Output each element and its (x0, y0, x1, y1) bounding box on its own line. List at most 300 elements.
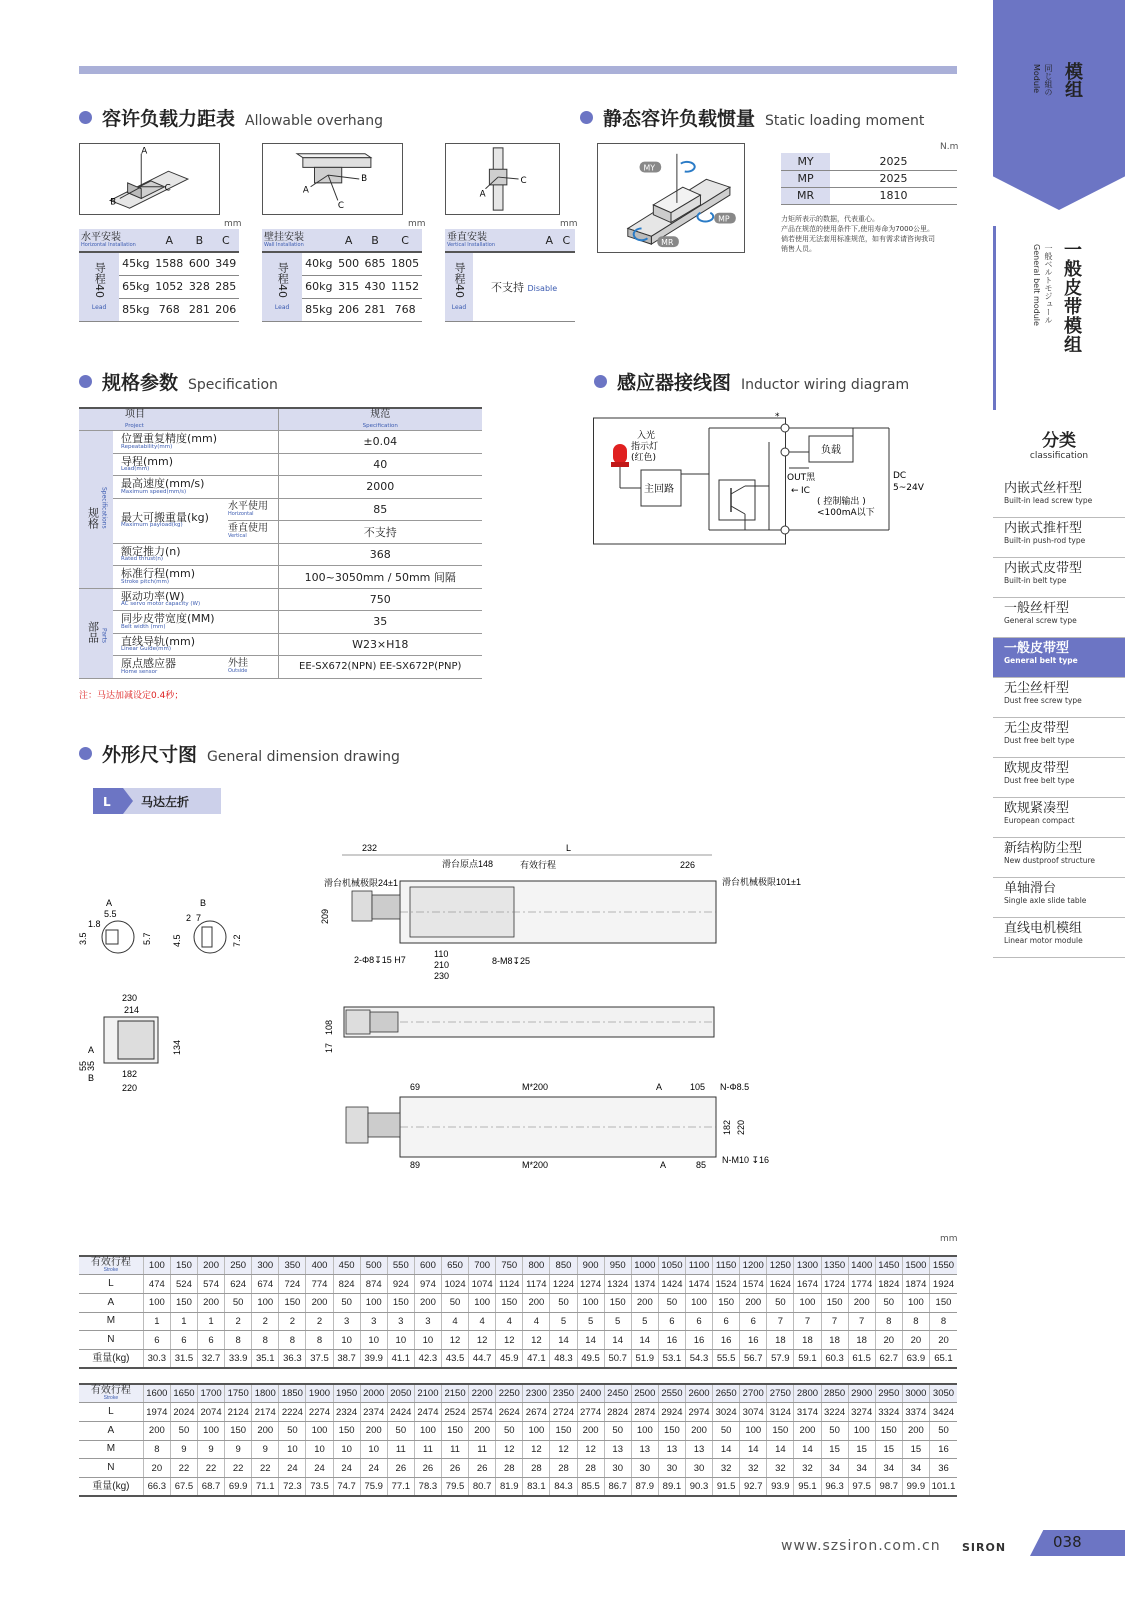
table-cell: 3 (333, 1312, 360, 1331)
table-cell: 7 (767, 1312, 794, 1331)
table-cell: 2700 (740, 1384, 767, 1403)
table-cell: 2250 (496, 1384, 523, 1403)
table-cell: 18 (767, 1331, 794, 1350)
table-cell: 50 (875, 1293, 902, 1312)
end-dim-230: 230 (122, 993, 138, 1003)
table-cell: 6 (685, 1312, 712, 1331)
table-row (79, 1440, 957, 1459)
spec-name-en: Home sensor (121, 668, 158, 675)
table-cell: 1650 (170, 1384, 197, 1403)
table-cell: 500 (335, 252, 361, 275)
thread-spec: 8-M8↧25 (492, 956, 531, 966)
table-cell: 32 (740, 1459, 767, 1478)
row-header-l: L (79, 1275, 143, 1294)
table-cell: 650 (441, 1256, 468, 1275)
brand-logo: SIRON (962, 1541, 1007, 1554)
label-a: A (141, 146, 148, 157)
table-cell: 97.5 (848, 1477, 875, 1496)
table-cell: 93.9 (767, 1477, 794, 1496)
spec-head-item-en: Project (125, 422, 144, 429)
table-cell: 1400 (848, 1256, 875, 1275)
table-cell: 32 (713, 1459, 740, 1478)
spec-name-en: Rated thrust(n) (121, 556, 164, 563)
table-cell: 26 (387, 1459, 414, 1478)
sidebar-item-new-dustproof[interactable] (993, 838, 1125, 878)
hole-count-spec: N-Φ8.5 (720, 1082, 750, 1092)
table-cell: 12 (577, 1440, 604, 1459)
spec-sub-en: Horizontal (228, 510, 254, 517)
sidebar-top-en: Module (1032, 64, 1041, 94)
table-cell: 150 (929, 1293, 957, 1312)
dim-4-5: 4.5 (172, 934, 182, 947)
spec-name-en: Stroke pitch(mm) (121, 578, 169, 585)
table-cell: 150 (496, 1293, 523, 1312)
table-cell: 15 (902, 1440, 929, 1459)
load-label: 负载 (821, 445, 841, 456)
sidebar-top-jp: 同じ組の (1044, 64, 1053, 96)
table-cell: 83.1 (523, 1477, 550, 1496)
col-a: A (152, 229, 186, 252)
load-cell: 65kg (119, 275, 152, 298)
table-cell: 5 (577, 1312, 604, 1331)
col-c: C (388, 229, 422, 252)
table-cell: 6 (658, 1312, 685, 1331)
table-cell: 1324 (604, 1275, 631, 1294)
dim-230: 230 (434, 971, 450, 981)
table-cell: 250 (225, 1256, 252, 1275)
lamp-label: 入光 (637, 431, 656, 441)
sidebar-item-label: 无尘皮带型 (1004, 721, 1070, 736)
dim-table-unit: mm (940, 1234, 958, 1244)
table-cell: 24 (306, 1459, 333, 1478)
table-cell: 77.1 (387, 1477, 414, 1496)
table-cell: 50 (713, 1421, 740, 1440)
table-cell: 2474 (414, 1403, 441, 1422)
table-cell: 600 (414, 1256, 441, 1275)
table-cell: 8 (143, 1440, 170, 1459)
table-cell: 98.7 (875, 1477, 902, 1496)
sidebar-item-builtin-lead-screw[interactable] (993, 478, 1125, 518)
spec-head-spec-en: Specification (362, 422, 398, 429)
motor-fold-badge (93, 786, 223, 816)
table-cell: 37.5 (306, 1349, 333, 1368)
row-header-n: N (79, 1459, 143, 1478)
table-cell: 200 (414, 1293, 441, 1312)
table-row (79, 1349, 957, 1368)
sidebar-item-sublabel: Built-in belt type (1004, 575, 1067, 585)
table-cell: 59.1 (794, 1349, 821, 1368)
sidebar-class-title: 分类 (1042, 431, 1076, 451)
control-label: ( 控制输出 ) (817, 497, 866, 507)
table-cell: 100 (685, 1293, 712, 1312)
table-cell: 53.1 (658, 1349, 685, 1368)
table-cell: 34 (821, 1459, 848, 1478)
table-row (79, 1293, 957, 1312)
table-cell: 50 (550, 1293, 577, 1312)
table-cell: 68.7 (198, 1477, 225, 1496)
table-cell: 1050 (658, 1256, 685, 1275)
spec-name: 导程(mm) (121, 454, 174, 468)
dim-209: 209 (320, 908, 330, 924)
table-cell: 28 (496, 1459, 523, 1478)
table-cell: 2824 (604, 1403, 631, 1422)
table-cell: 2350 (550, 1384, 577, 1403)
sidebar-class-subtitle: classification (1029, 451, 1089, 461)
table-cell: 900 (577, 1256, 604, 1275)
table-cell: 16 (685, 1331, 712, 1350)
svg-text:B: B (361, 173, 368, 184)
table-cell: 300 (252, 1256, 279, 1275)
sidebar-top-title: 模组 (1062, 62, 1083, 98)
table-cell: 42.3 (414, 1349, 441, 1368)
table-cell: 26 (441, 1459, 468, 1478)
table-cell: 2100 (414, 1384, 441, 1403)
table-cell: 850 (550, 1256, 577, 1275)
spec-value: 100~3050mm / 50mm 间隔 (278, 566, 482, 589)
table-cell: 81.9 (496, 1477, 523, 1496)
limit-left-label: 滑台机械极限24±1 (324, 878, 398, 888)
table-cell: 924 (387, 1275, 414, 1294)
load-cell: 85kg (119, 298, 152, 321)
table-cell: 1624 (767, 1275, 794, 1294)
table-cell: 6 (713, 1312, 740, 1331)
table-cell: 2174 (252, 1403, 279, 1422)
table-cell: 15 (821, 1440, 848, 1459)
dim-220: 220 (736, 1119, 746, 1135)
load-cell: 60kg (302, 275, 335, 298)
table-cell: 750 (496, 1256, 523, 1275)
table-cell: 7 (848, 1312, 875, 1331)
table-cell: 2374 (360, 1403, 387, 1422)
col-b: B (186, 229, 212, 252)
table-cell: 13 (658, 1440, 685, 1459)
sidebar-item-dust-free-belt[interactable] (993, 718, 1125, 758)
table-cell: 100 (740, 1421, 767, 1440)
sidebar-item-general-screw[interactable] (993, 598, 1125, 638)
moment-key: MP (781, 170, 830, 187)
spec-sub: 外挂 (228, 658, 248, 670)
table-cell: 67.5 (170, 1477, 197, 1496)
table-cell: 100 (414, 1421, 441, 1440)
dim-232: 232 (362, 843, 378, 853)
table-cell: 54.3 (685, 1349, 712, 1368)
dim-182: 182 (722, 1119, 732, 1135)
table-cell: 91.5 (713, 1477, 740, 1496)
table-cell: 200 (198, 1256, 225, 1275)
table-cell: 2 (306, 1312, 333, 1331)
table-cell: 20 (902, 1331, 929, 1350)
table-cell: 150 (713, 1293, 740, 1312)
unit-label: mm (224, 219, 242, 229)
table-cell: 57.9 (767, 1349, 794, 1368)
svg-text:←: ← (791, 486, 799, 496)
sidebar-module-en: General belt module (1032, 244, 1041, 326)
table-cell: 14 (794, 1440, 821, 1459)
dim-l: L (566, 843, 572, 853)
dim-110: 110 (434, 949, 449, 959)
table-cell: 350 (279, 1256, 306, 1275)
table-cell: 1000 (631, 1256, 658, 1275)
table-cell: 8 (279, 1331, 306, 1350)
svg-text:C: C (164, 183, 171, 194)
col-a: A (541, 229, 558, 252)
table-cell: 2 (279, 1312, 306, 1331)
out-label: OUT黑 (787, 473, 816, 483)
hole-spec: 2-Φ8↧15 H7 (354, 955, 406, 965)
table-cell: 2524 (441, 1403, 468, 1422)
sidebar-item-single-axle[interactable] (993, 878, 1125, 918)
note-line: 产品在规范的使用条件下,使用寿命为7000公里。 (781, 225, 935, 234)
footer-url[interactable]: www.szsiron.com.cn (781, 1538, 941, 1554)
table-cell: 10 (414, 1331, 441, 1350)
table-cell: 4 (496, 1312, 523, 1331)
spec-name-en: Maximum speed(mm/s) (121, 488, 187, 495)
table-cell: 80.7 (469, 1477, 496, 1496)
spec-name: 最大可搬重量(kg) (121, 510, 209, 524)
spec-name: 标准行程(mm) (121, 567, 196, 581)
table-cell: 12 (496, 1440, 523, 1459)
table-cell: 150 (333, 1421, 360, 1440)
end-dim-182: 182 (122, 1069, 138, 1079)
table-cell: 1224 (550, 1275, 577, 1294)
dimension-table-1 (79, 1255, 957, 1369)
table-cell: 430 (362, 275, 388, 298)
table-title: 壁挂安装 (264, 232, 304, 243)
table-cell: 90.3 (685, 1477, 712, 1496)
table-cell: 32 (767, 1459, 794, 1478)
table-cell: 36.3 (279, 1349, 306, 1368)
table-cell: 1600 (143, 1384, 170, 1403)
sidebar-item-sublabel: Dust free belt type (1004, 735, 1075, 745)
table-cell: 16 (929, 1440, 957, 1459)
overhang-title-en: Allowable overhang (245, 113, 383, 129)
table-cell: 1424 (658, 1275, 685, 1294)
voltage-label: 5~24V (893, 483, 924, 493)
table-cell: 50 (333, 1293, 360, 1312)
table-cell: 1805 (388, 252, 422, 275)
table-cell: 3124 (767, 1403, 794, 1422)
table-cell: 9 (252, 1440, 279, 1459)
dimension-drawing (70, 835, 801, 1220)
table-cell: 8 (875, 1312, 902, 1331)
sidebar-module-jp: 一般ベルトモジュール (1044, 244, 1053, 324)
table-cell: 60.3 (821, 1349, 848, 1368)
table-cell: 2 (252, 1312, 279, 1331)
spec-name: 直线导轨(mm) (121, 634, 196, 648)
overhang-header (79, 104, 383, 131)
table-row (79, 1477, 957, 1496)
table-cell: 150 (875, 1421, 902, 1440)
table-cell: 2850 (821, 1384, 848, 1403)
table-cell: 10 (306, 1440, 333, 1459)
table-cell: 100 (198, 1421, 225, 1440)
table-cell: 11 (441, 1440, 468, 1459)
sidebar-item-dust-free-screw[interactable] (993, 678, 1125, 718)
table-cell: 150 (225, 1421, 252, 1440)
table-cell: 200 (685, 1421, 712, 1440)
table-cell: 85.5 (577, 1477, 604, 1496)
table-cell: 2324 (333, 1403, 360, 1422)
table-cell: 1 (170, 1312, 197, 1331)
table-cell: 63.9 (902, 1349, 929, 1368)
moment-table (781, 153, 957, 205)
table-cell: 30 (658, 1459, 685, 1478)
sidebar-item-european-belt[interactable] (993, 758, 1125, 798)
dim-1-8: 1.8 (88, 919, 101, 929)
vertical-install-figure (445, 143, 560, 215)
spec-group-label-en: Specifications (100, 486, 108, 529)
table-cell: 774 (306, 1275, 333, 1294)
row-header-label: 有效行程 (90, 1257, 131, 1269)
wall-overhang-table (262, 229, 422, 322)
table-cell: 1124 (496, 1275, 523, 1294)
table-cell: 100 (577, 1293, 604, 1312)
table-cell: 75.9 (360, 1477, 387, 1496)
table-cell: 22 (252, 1459, 279, 1478)
table-cell: 99.9 (902, 1477, 929, 1496)
sidebar-item-sublabel: Linear motor module (1004, 935, 1083, 945)
table-cell: 874 (360, 1275, 387, 1294)
table-cell: 50.7 (604, 1349, 631, 1368)
moment-unit: N.m (940, 142, 959, 152)
table-cell: 768 (388, 298, 422, 321)
table-cell: 200 (902, 1421, 929, 1440)
sidebar-item-builtin-belt[interactable] (993, 558, 1125, 598)
table-cell: 2874 (631, 1403, 658, 1422)
table-cell: 200 (577, 1421, 604, 1440)
table-cell: 89.1 (658, 1477, 685, 1496)
table-cell: 2200 (469, 1384, 496, 1403)
table-cell: 73.5 (306, 1477, 333, 1496)
sidebar-category-tab (993, 0, 1125, 210)
sidebar-item-label: 内嵌式推杆型 (1004, 521, 1083, 536)
spec-name-en: Belt width (mm) (121, 623, 166, 630)
table-cell: 200 (360, 1421, 387, 1440)
table-cell: 100 (469, 1293, 496, 1312)
ic-label: IC (801, 486, 810, 496)
table-cell: 281 (362, 298, 388, 321)
sidebar-item-label: 一般丝杆型 (1004, 601, 1070, 616)
table-cell: 1800 (252, 1384, 279, 1403)
table-cell: 9 (170, 1440, 197, 1459)
sidebar-item-builtin-push-rod[interactable] (993, 518, 1125, 558)
table-title: 水平安装 (81, 232, 121, 243)
table-cell: 36 (929, 1459, 957, 1478)
table-cell: 100 (794, 1293, 821, 1312)
spec-group-label-en: Parts (100, 627, 108, 643)
mr-label: MR (661, 238, 674, 248)
table-cell: 9 (225, 1440, 252, 1459)
table-cell: 16 (740, 1331, 767, 1350)
spec-sub-en: Vertical (228, 533, 247, 540)
end-dim-134: 134 (172, 1039, 182, 1055)
table-cell: 315 (335, 275, 361, 298)
sidebar-item-sublabel: General belt type (1004, 655, 1078, 665)
table-cell: 768 (152, 298, 186, 321)
table-cell: 200 (631, 1293, 658, 1312)
table-cell: 38.7 (333, 1349, 360, 1368)
end-b-label: B (88, 1073, 95, 1083)
table-cell: 200 (469, 1421, 496, 1440)
table-cell: 10 (333, 1440, 360, 1459)
table-cell: 6 (143, 1331, 170, 1350)
table-cell: 13 (631, 1440, 658, 1459)
table-cell: 200 (848, 1293, 875, 1312)
end-a-label: A (88, 1045, 95, 1055)
table-cell: 2600 (685, 1384, 712, 1403)
table-cell: 12 (523, 1440, 550, 1459)
lamp-label-3: (红色) (631, 453, 657, 463)
moment-note (781, 214, 959, 255)
dim-17: 17 (324, 1042, 334, 1053)
dim-226: 226 (680, 860, 696, 870)
sidebar-item-european-compact[interactable] (993, 798, 1125, 838)
table-cell: 20 (143, 1459, 170, 1478)
table-cell: 100 (631, 1421, 658, 1440)
shaft-b-label: B (200, 898, 207, 908)
table-cell: 14 (604, 1331, 631, 1350)
sidebar-item-linear-motor[interactable] (993, 918, 1125, 958)
sidebar-item-general-belt[interactable] (993, 638, 1125, 678)
table-cell: 30 (604, 1459, 631, 1478)
spec-value: 2000 (278, 476, 482, 499)
table-cell: 1774 (848, 1275, 875, 1294)
table-cell: 18 (794, 1331, 821, 1350)
table-cell: 13 (604, 1440, 631, 1459)
table-cell: 1250 (767, 1256, 794, 1275)
table-cell: 2 (225, 1312, 252, 1331)
note-line: 销售人员。 (781, 245, 816, 254)
table-cell: 48.3 (550, 1349, 577, 1368)
table-cell: 150 (767, 1421, 794, 1440)
table-cell: 1052 (152, 275, 186, 298)
table-title-en: Wall Installation (264, 242, 304, 248)
row-header-a: A (79, 1293, 143, 1312)
table-cell: 2800 (794, 1384, 821, 1403)
wiring-title-en: Inductor wiring diagram (741, 377, 910, 393)
disable-label-en: Disable (527, 283, 558, 293)
col-c: C (213, 229, 239, 252)
sidebar-class-heading (993, 426, 1125, 461)
table-cell: 349 (213, 252, 239, 275)
spec-title-cn: 规格参数 (102, 372, 179, 394)
bullet-icon (594, 375, 607, 388)
dim-69: 69 (410, 1082, 421, 1092)
table-cell: 1588 (152, 252, 186, 275)
mp-label: MP (718, 214, 730, 224)
sidebar-item-label: 直线电机模组 (1004, 921, 1083, 936)
table-cell: 35.1 (252, 1349, 279, 1368)
table-cell: 824 (333, 1275, 360, 1294)
table-cell: 24 (360, 1459, 387, 1478)
table-cell: 11 (414, 1440, 441, 1459)
svg-text:A: A (302, 185, 309, 196)
table-cell: 3050 (929, 1384, 957, 1403)
table-cell: 26 (414, 1459, 441, 1478)
load-cell: 45kg (119, 252, 152, 275)
table-cell: 14 (767, 1440, 794, 1459)
table-cell: 1900 (306, 1384, 333, 1403)
table-cell: 2574 (469, 1403, 496, 1422)
spec-value: ±0.04 (278, 431, 482, 454)
table-cell: 84.3 (550, 1477, 577, 1496)
table-row (79, 1421, 957, 1440)
spec-value: 85 (278, 498, 482, 521)
top-rule (79, 66, 957, 74)
spec-value: 40 (278, 453, 482, 476)
sidebar-item-sublabel: Built-in lead screw type (1004, 495, 1093, 505)
table-cell: 32.7 (198, 1349, 225, 1368)
